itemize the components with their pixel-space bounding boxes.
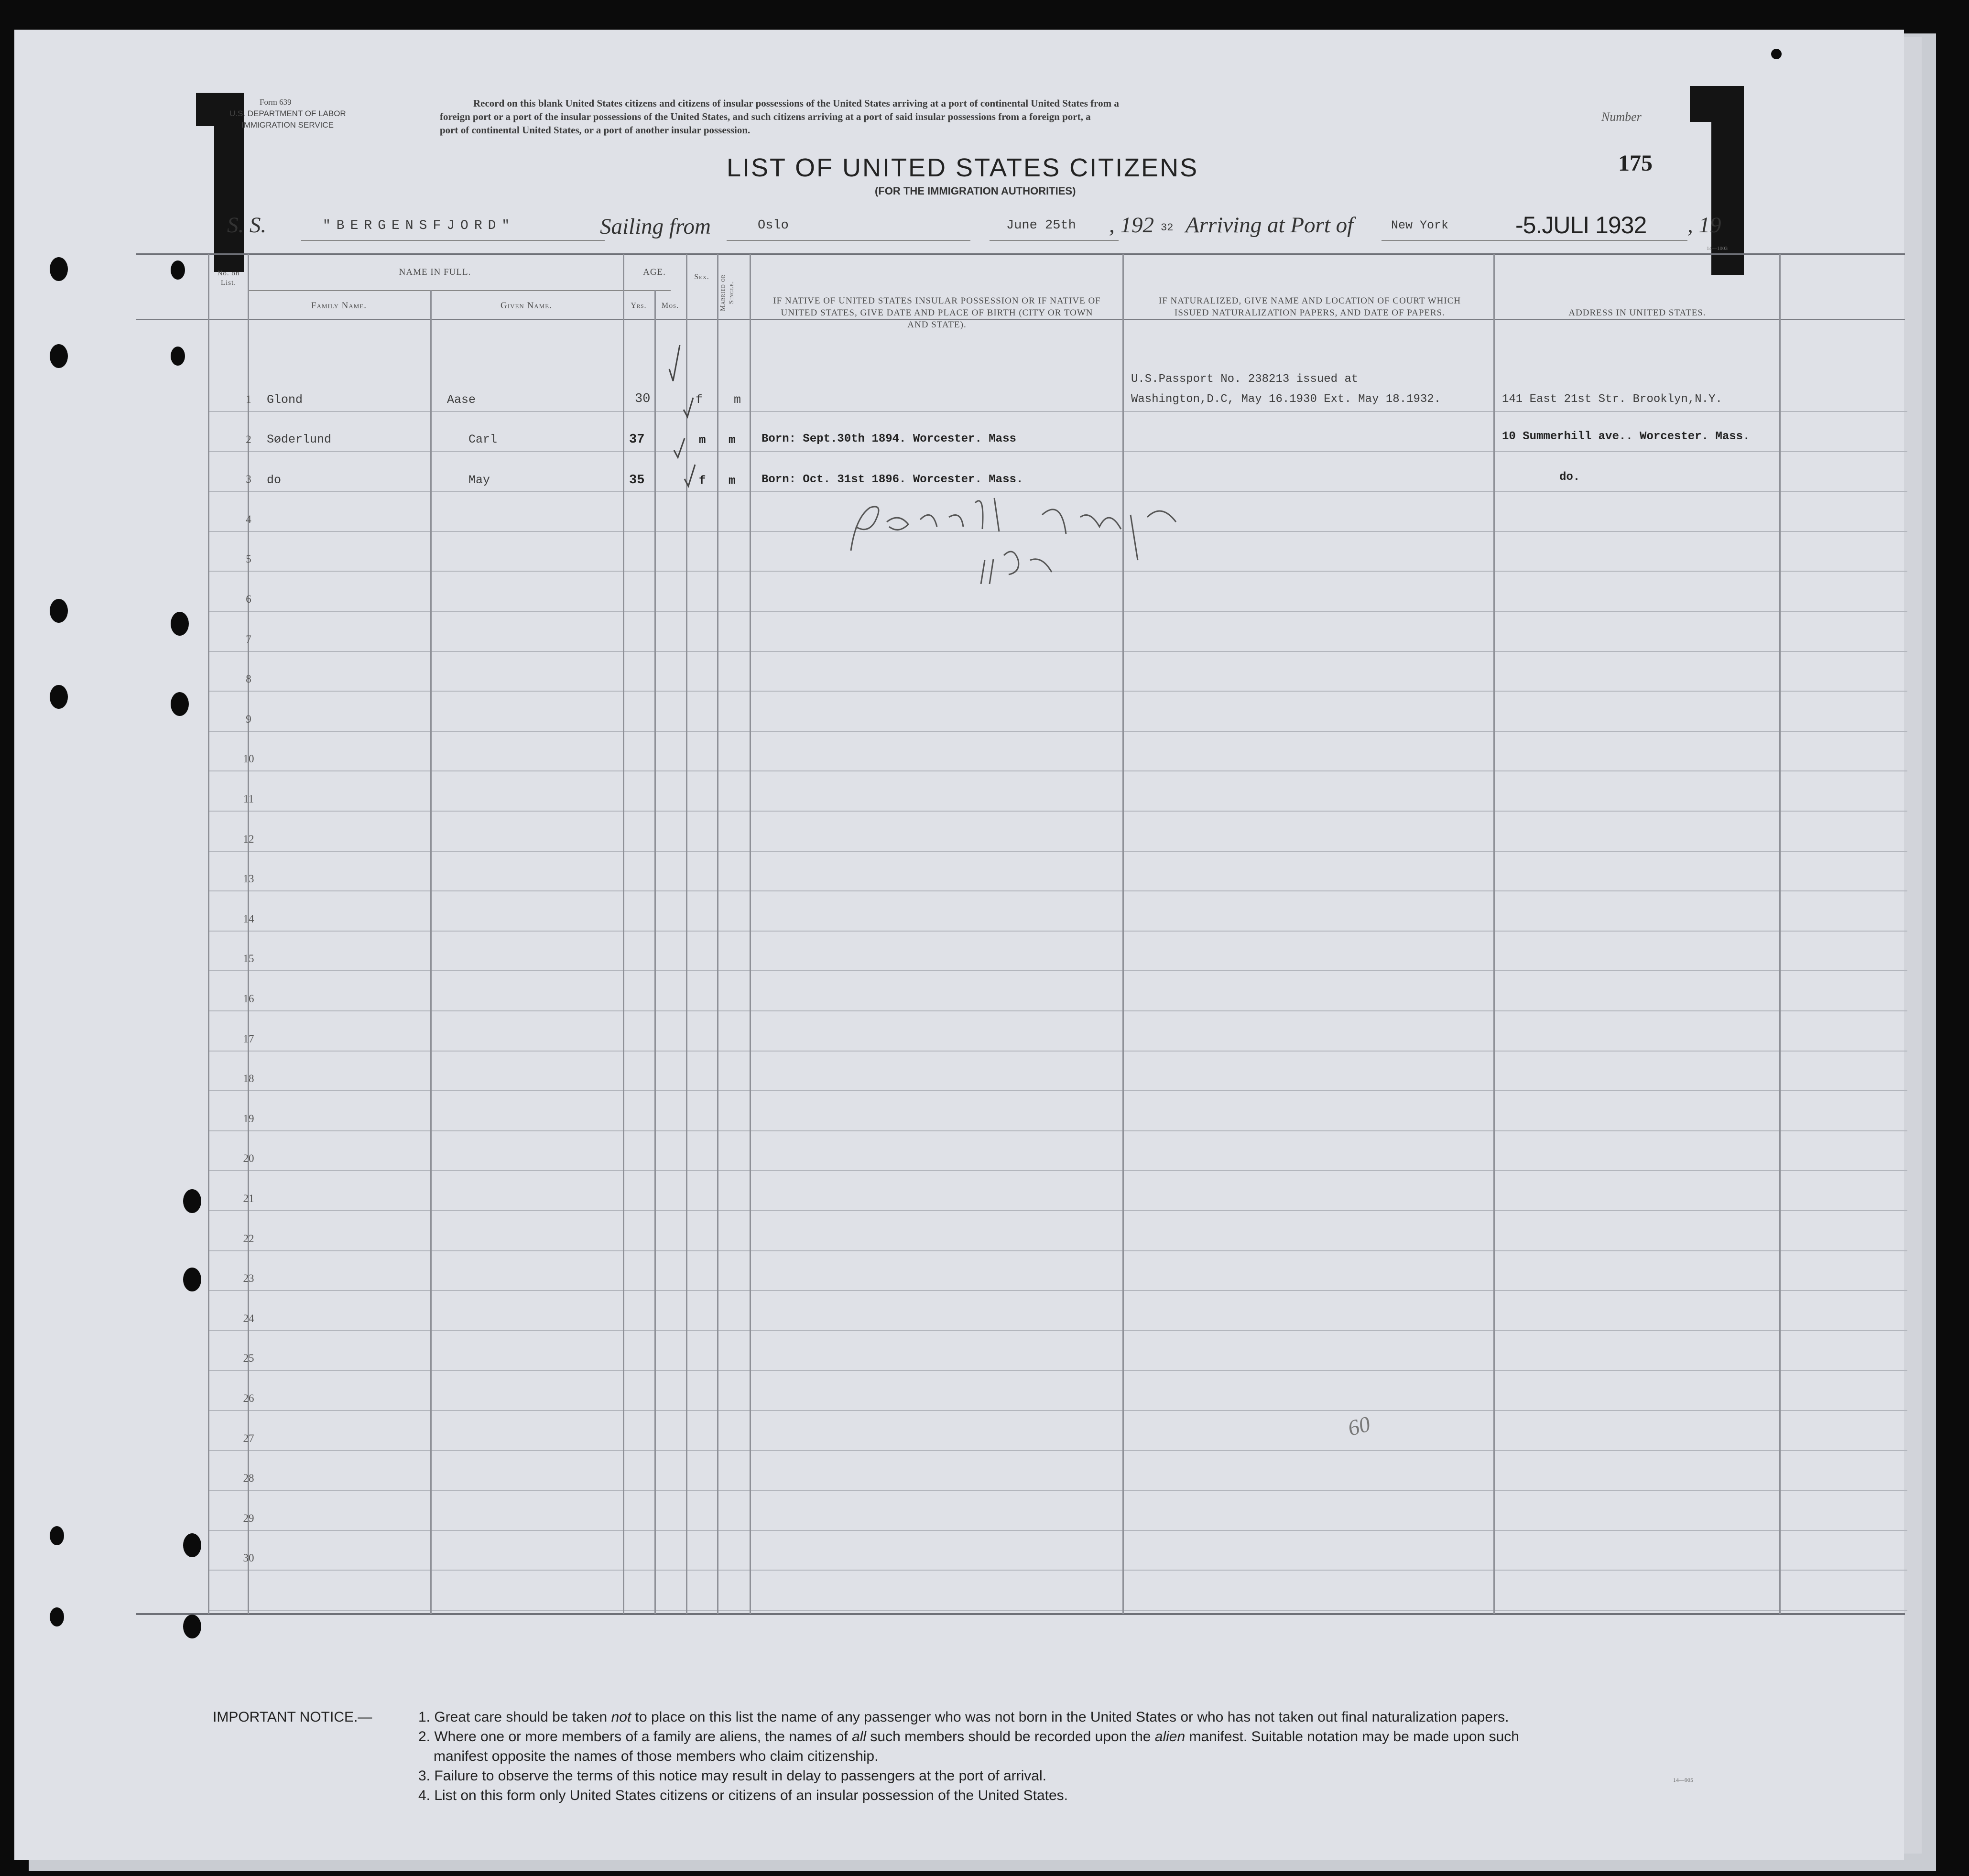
row-1-given: Aase (447, 393, 476, 407)
punch-hole (183, 1533, 201, 1557)
number-label: Number (1601, 110, 1642, 124)
punch-hole (50, 1526, 64, 1545)
row-2-family: Søderlund (267, 433, 332, 446)
row-3-birth: Born: Oct. 31st 1896. Worcester. Mass. (761, 473, 1023, 486)
important-notice (213, 1707, 1838, 1805)
line-number: 6 (246, 593, 251, 605)
preface-line-2: foreign port or a port of the insular possessions of the United States, and such citizens arriving at a port of said insular possessions from a foreign port, a (440, 111, 1091, 122)
service-label: IMMIGRATION SERVICE (241, 120, 334, 130)
ruled-line (208, 1090, 1907, 1091)
page-title: LIST OF UNITED STATES CITIZENS (727, 153, 1199, 182)
ruled-line (208, 1010, 1907, 1011)
date-underline (990, 240, 1119, 241)
line-number: 4 (246, 513, 251, 525)
stamp-left-flag (196, 93, 218, 126)
form-code-bottom: 14—905 (1673, 1777, 1693, 1783)
punch-hole (171, 612, 189, 636)
notice-item-2-a: 2. Where one or more members of a family are aliens, the names of (418, 1729, 852, 1745)
ruled-line (208, 651, 1907, 652)
ruled-line (208, 691, 1907, 692)
row-2-yrs: 37 (629, 433, 645, 447)
line-number: 9 (246, 713, 251, 725)
preface-line-1: Record on this blank United States citizens and citizens of insular possessions of the United States arriving at a port of continental United States from a (473, 98, 1119, 109)
punch-hole (183, 1189, 201, 1213)
ruled-line (208, 1610, 1907, 1611)
punch-hole (171, 347, 185, 366)
sailing-port: Oslo (758, 218, 789, 233)
line-number: 1 (246, 393, 251, 405)
age-header-rule (623, 290, 671, 291)
row-3-given: May (468, 473, 490, 487)
stamp-right-flag (1690, 86, 1714, 122)
arrival-port: New York (1391, 218, 1449, 232)
notice-item-1-em: not (611, 1709, 631, 1725)
sailing-underline (727, 240, 970, 241)
notice-item-1-a: 1. Great care should be taken (418, 1709, 611, 1725)
header-yrs: Yrs. (631, 302, 647, 310)
ruled-line (208, 1170, 1907, 1171)
col-line-address (1779, 254, 1781, 1614)
header-naturalized: IF NATURALIZED, GIVE NAME AND LOCATION OF COURT WHICH ISSUED NATURALIZATION PAPERS, AND DATE OF PAPERS. (1158, 296, 1461, 318)
ruled-line (208, 611, 1907, 612)
notice-row-1 (213, 1707, 1838, 1727)
number-value: 175 (1618, 151, 1653, 176)
line-number: 11 (243, 793, 254, 805)
header-married: Married or Single. (719, 274, 735, 311)
col-line-sex (717, 254, 718, 1614)
ruled-line (208, 411, 1907, 412)
row-3-family: do (267, 473, 282, 487)
row-2-address: 10 Summerhill ave.. Worcester. Mass. (1502, 430, 1750, 443)
notice-item-2-em1: all (852, 1729, 867, 1745)
punch-hole (50, 344, 68, 368)
line-number: 17 (243, 1033, 254, 1045)
line-number: 10 (243, 753, 254, 765)
ruled-line (208, 1290, 1907, 1291)
punch-hole (50, 1607, 64, 1627)
row-1-yrs: 30 (635, 392, 651, 406)
check-mark-4 (685, 465, 695, 486)
row-2-given: Carl (468, 433, 498, 446)
line-number: 21 (243, 1193, 254, 1204)
row-1-naturalized-1: U.S.Passport No. 238213 issued at (1131, 373, 1359, 386)
name-header-rule (248, 290, 642, 291)
col-line-yrs (654, 290, 656, 1614)
line-number: 30 (243, 1552, 254, 1564)
header-no-on-list: No. on List. (217, 270, 240, 287)
line-number: 23 (243, 1272, 254, 1284)
header-family-name: Family Name. (311, 301, 367, 311)
ruled-line (208, 1330, 1907, 1331)
line-number: 26 (243, 1392, 254, 1404)
col-line-left (208, 254, 209, 1614)
check-mark-1 (669, 345, 680, 381)
row-2-status: m (729, 434, 736, 447)
notice-item-2-c: manifest. Suitable notation may be made upon such (1185, 1729, 1519, 1745)
line-number: 19 (243, 1113, 254, 1125)
arrival-date-stamp: -5.JULI 1932 (1515, 212, 1647, 239)
notice-item-2-cont: manifest opposite the names of those members who claim citizenship. (434, 1748, 879, 1764)
check-marks (655, 336, 707, 488)
line-number: 25 (243, 1352, 254, 1364)
ruled-line (208, 770, 1907, 771)
notice-item-1-b: to place on this list the name of any passenger who was not born in the United States or who has not taken out final naturalization papers. (631, 1709, 1509, 1725)
stamp-left (214, 93, 244, 272)
line-number: 3 (246, 473, 251, 485)
ruled-line (208, 970, 1907, 971)
ruled-line (208, 1570, 1907, 1571)
line-number: 29 (243, 1512, 254, 1524)
page-subtitle: (FOR THE IMMIGRATION AUTHORITIES) (875, 185, 1076, 197)
ship-name: "BERGENSFJORD" (323, 218, 516, 233)
col-line-naturalized (1493, 254, 1495, 1614)
row-1-sex: f (696, 393, 703, 407)
arriving-label: Arriving at Port of (1186, 213, 1354, 238)
punch-hole (50, 685, 68, 709)
header-age: AGE. (643, 267, 666, 277)
line-number: 22 (243, 1233, 254, 1245)
punch-hole (183, 1268, 201, 1291)
sailing-label: Sailing from (600, 214, 711, 239)
col-line-family (430, 290, 432, 1614)
line-number: 18 (243, 1073, 254, 1084)
row-3-address: do. (1559, 471, 1580, 484)
row-1-status: m (734, 393, 741, 407)
line-number: 16 (243, 993, 254, 1005)
header-sex: Sex. (694, 273, 709, 281)
ruled-line (208, 1410, 1907, 1411)
punch-hole (1771, 49, 1782, 59)
check-mark-2 (684, 398, 693, 417)
ruled-line (208, 451, 1907, 452)
line-number: 15 (243, 953, 254, 965)
form-sheet (14, 30, 1904, 1860)
line-number: 28 (243, 1472, 254, 1484)
ruled-line (208, 851, 1907, 852)
notice-item-2-em2: alien (1154, 1729, 1186, 1745)
punch-hole (50, 599, 68, 623)
header-given-name: Given Name. (500, 301, 552, 311)
ruled-line (208, 931, 1907, 932)
ruled-line (208, 1250, 1907, 1251)
line-number: 12 (243, 833, 254, 845)
notice-item-3: 3. Failure to observe the terms of this notice may result in delay to passengers at the port of arrival. (418, 1768, 1046, 1784)
line-number: 5 (246, 553, 251, 565)
ruled-line (208, 1490, 1907, 1491)
row-1-address: 141 East 21st Str. Brooklyn,N.Y. (1502, 393, 1722, 406)
preface-line-3: port of continental United States, or a port of another insular possession. (440, 124, 751, 136)
header-mos: Mos. (661, 302, 679, 310)
punch-hole (183, 1615, 201, 1638)
year-typed: 32 (1161, 222, 1174, 234)
ruled-line (208, 1130, 1907, 1131)
row-3-sex: f (699, 475, 706, 488)
arrival-underline (1382, 240, 1687, 241)
ruled-line (208, 890, 1907, 891)
line-number: 13 (243, 873, 254, 885)
notice-item-2 (213, 1727, 1838, 1746)
row-3-status: m (729, 475, 736, 488)
ruled-line (208, 731, 1907, 732)
col-line-no (248, 254, 249, 1614)
table-top-border (136, 253, 1905, 255)
year-suffix: , 19 (1687, 213, 1721, 238)
punch-hole (171, 260, 185, 280)
punch-hole (50, 257, 68, 281)
line-number: 20 (243, 1152, 254, 1164)
signature-scrawl (841, 488, 1214, 584)
notice-item-2-b: such members should be recorded upon the (866, 1729, 1155, 1745)
line-number: 14 (243, 913, 254, 925)
year-prefix: , 192 (1109, 213, 1154, 238)
row-2-birth: Born: Sept.30th 1894. Worcester. Mass (761, 433, 1016, 445)
department-label: U.S. DEPARTMENT OF LABOR (229, 109, 346, 118)
row-2-sex: m (699, 434, 706, 447)
row-3-yrs: 35 (629, 473, 645, 488)
preface-text (440, 97, 1549, 137)
line-number: 7 (246, 633, 251, 645)
line-number: 27 (243, 1432, 254, 1444)
ruled-line (208, 1210, 1907, 1211)
ruled-line (208, 1530, 1907, 1531)
ship-underline (301, 240, 605, 241)
notice-item-1 (418, 1707, 1509, 1727)
line-number: 8 (246, 673, 251, 685)
header-birth: IF NATIVE OF UNITED STATES INSULAR POSSESSION OR IF NATIVE OF UNITED STATES, GIVE DATE AND PLACE OF BIRTH (CITY OR TOWN AND STATE). (773, 296, 1101, 330)
ruled-line (208, 1051, 1907, 1052)
punch-hole (171, 692, 189, 716)
row-1-naturalized-2: Washington,D.C, May 16.1930 Ext. May 18.1932. (1131, 393, 1441, 406)
notice-label: IMPORTANT NOTICE.— (213, 1709, 372, 1725)
header-address: ADDRESS IN UNITED STATES. (1568, 308, 1706, 318)
line-number: 24 (243, 1312, 254, 1324)
line-number: 2 (246, 434, 251, 445)
col-line-birth (1122, 254, 1124, 1614)
col-line-given (623, 254, 624, 1614)
ruled-line (208, 1450, 1907, 1451)
table-bottom-border (136, 1613, 1905, 1615)
row-1-family: Glond (267, 393, 303, 407)
ruled-line (208, 1370, 1907, 1371)
header-name-in-full: NAME IN FULL. (399, 267, 471, 277)
ruled-line (208, 811, 1907, 812)
ship-prefix: S. S. (227, 213, 267, 238)
form-code-top: 14—1003 (1707, 246, 1728, 251)
notice-item-4: 4. List on this form only United States citizens or citizens of an insular possession of the United States. (418, 1788, 1068, 1803)
col-line-married (750, 254, 751, 1614)
form-number: Form 639 (260, 98, 292, 107)
check-mark-3 (674, 438, 685, 457)
margin-mark: 60 (1345, 1411, 1373, 1441)
sailing-date: June 25th (1006, 218, 1076, 233)
